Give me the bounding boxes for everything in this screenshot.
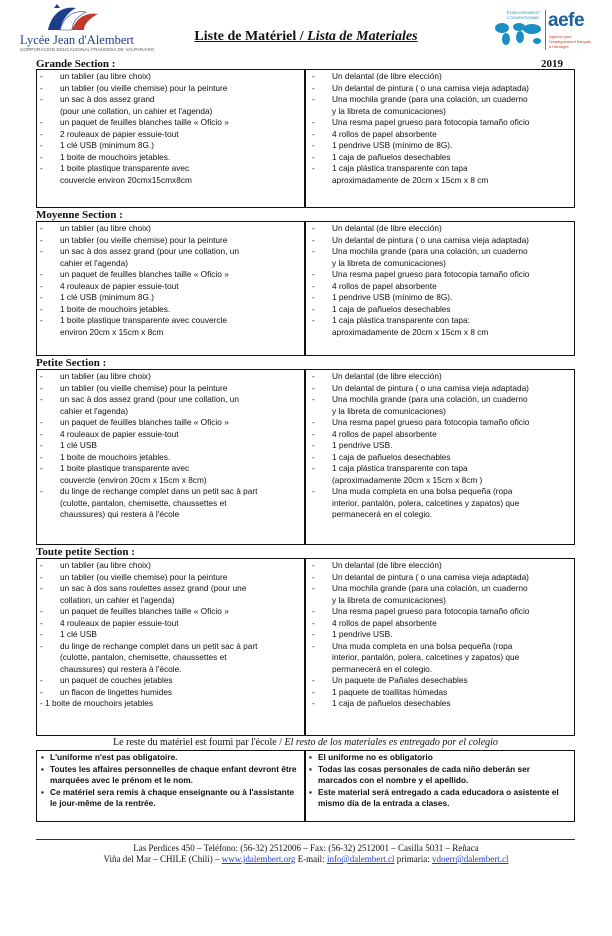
- item-text: Un delantal de pintura ( o una camisa vieja adaptada): [332, 234, 529, 245]
- list-item: [312, 371, 574, 383]
- dash-bullet: -: [312, 394, 315, 404]
- list-item: [40, 687, 302, 699]
- note-item: [309, 752, 571, 764]
- item-text: 4 rollos de papel absorbente: [332, 617, 437, 628]
- dash-bullet: -: [40, 394, 43, 404]
- item-text: 1 caja plástica transparente con tapa aproximadamente de 20cm x 15cm x 8 cm: [332, 163, 489, 185]
- dash-bullet: -: [312, 560, 315, 570]
- footer-city: Viña del Mar – CHILE (Chili) –: [103, 854, 222, 864]
- dash-bullet: -: [312, 223, 315, 233]
- item-text: un sac à dos assez grand (pour une collation, un cahier et l'agenda): [60, 394, 239, 416]
- item-text: 1 boite de mouchoirs jetables.: [60, 151, 171, 162]
- dash-bullet: -: [40, 606, 43, 616]
- list-item: [312, 292, 574, 304]
- dash-bullet: -: [312, 440, 315, 450]
- list-item: [312, 129, 574, 141]
- item-text: un tablier (au libre choix): [60, 71, 151, 81]
- column-divider: [304, 222, 306, 355]
- dash-bullet: -: [40, 269, 43, 279]
- list-fr: [40, 560, 302, 710]
- list-es: [312, 71, 574, 186]
- list-item: [312, 152, 574, 164]
- lycee-logo: [20, 2, 155, 54]
- dash-bullet: -: [312, 617, 315, 628]
- notes-es: [309, 752, 571, 810]
- item-text: Una muda completa en una bolsa pequeña (ropa interior, pantalón, polera, calcetines y zapatos) que permanecerá en el colegio.: [332, 486, 520, 519]
- footer-rule: [36, 839, 575, 840]
- dash-bullet: -: [312, 428, 315, 439]
- list-item: [40, 486, 302, 521]
- section-title-moyenne: Moyenne Section :: [36, 209, 123, 221]
- list-item: [312, 246, 574, 269]
- list-item: [40, 440, 302, 452]
- item-text: Un delantal de pintura ( o una camisa vieja adaptada): [332, 382, 529, 393]
- item-text: 1 boite plastique transparente avec couvercle (environ 20cm x 15cm x 8cm): [60, 463, 207, 485]
- dash-bullet: -: [312, 140, 315, 150]
- item-text: un tablier (au libre choix): [60, 371, 151, 381]
- dash-bullet: -: [312, 606, 315, 616]
- list-item: [312, 452, 574, 464]
- item-text: Un delantal de pintura ( o una camisa vieja adaptada): [332, 82, 529, 93]
- item-text: un sac à dos assez grand (pour une collation, un cahier et l'agenda): [60, 94, 213, 116]
- list-item: [40, 429, 302, 441]
- website-link[interactable]: www.jdalembert.org: [221, 854, 296, 864]
- dash-bullet: -: [312, 71, 315, 81]
- dash-bullet: -: [312, 698, 315, 708]
- reste-es: El resto de los materiales es entregado por el colegio: [284, 737, 498, 748]
- item-text: 2 rouleaux de papier essuie-tout: [60, 128, 179, 139]
- email-link[interactable]: info@dalembert.cl: [326, 854, 395, 864]
- list-item: [40, 71, 302, 83]
- dash-bullet: -: [40, 163, 43, 173]
- item-text: Una resma papel grueso para fotocopia tamaño oficio: [332, 117, 530, 127]
- section-title-petite: Petite Section :: [36, 357, 107, 369]
- section-box-petite: [36, 369, 575, 545]
- section-box-moyenne: [36, 221, 575, 356]
- section-title-toute-petite: Toute petite Section :: [36, 546, 135, 558]
- dash-bullet: -: [312, 128, 315, 139]
- column-divider: [304, 751, 306, 821]
- primaria-email-link[interactable]: vdoerr@dalembert.cl: [431, 854, 509, 864]
- dash-bullet: -: [40, 617, 43, 628]
- note-item: [41, 752, 299, 764]
- dash-bullet: -: [40, 246, 43, 256]
- dash-bullet: -: [40, 428, 43, 439]
- item-text: Un delantal (de libre elección): [332, 223, 442, 233]
- item-text: un paquet de couches jetables: [60, 675, 173, 685]
- item-text: Una mochila grande (para una colación, un cuaderno y la libreta de comunicaciones): [332, 583, 528, 605]
- list-item: [40, 583, 302, 606]
- list-item: [40, 304, 302, 316]
- item-text: un sac à dos sans roulettes assez grand (pour une collation, un cahier et l'agenda): [60, 583, 247, 605]
- dash-bullet: -: [40, 571, 43, 582]
- item-text: un paquet de feuilles blanches taille « Oficio »: [60, 606, 229, 616]
- list-item: [40, 140, 302, 152]
- item-text: 1 caja de pañuelos desechables: [332, 698, 451, 708]
- item-text: Un delantal (de libre elección): [332, 371, 442, 381]
- item-text: 4 rouleaux de papier essuie-tout: [60, 428, 179, 439]
- item-text: 1 pendrive USB (mínimo de 8G).: [332, 140, 453, 150]
- list-item: [312, 304, 574, 316]
- item-text: 1 boite de mouchoirs jetables.: [60, 303, 171, 314]
- item-text: 1 caja plástica transparente con tapa: aproximadamente de 20cm x 15cm x 8 cm: [332, 315, 489, 337]
- item-text: Un delantal (de libre elección): [332, 560, 442, 570]
- dash-bullet: -: [40, 451, 43, 462]
- list-es: [312, 223, 574, 338]
- list-item: [312, 641, 574, 676]
- dash-bullet: -: [40, 371, 43, 381]
- note-text: Este material será entregado a cada educadora o asistente el mismo día de la entrada a clases.: [318, 786, 559, 808]
- list-item: [40, 641, 302, 676]
- note-text: Toutes les affaires personnelles de chaque enfant devront être marquées avec le prénom et le nom.: [50, 763, 297, 785]
- list-item: [40, 371, 302, 383]
- item-text: Una resma papel grueso para fotocopia tamaño oficio: [332, 269, 530, 279]
- dash-bullet: -: [312, 163, 315, 173]
- item-text: 1 boite de mouchoirs jetables.: [60, 451, 171, 462]
- title-es: Lista de Materiales: [307, 29, 418, 44]
- list-item: [40, 83, 302, 95]
- list-item: [40, 618, 302, 630]
- dash-bullet: -: [40, 82, 43, 93]
- list-item: [312, 140, 574, 152]
- aefe-logo: [492, 4, 602, 56]
- reste-line: [36, 737, 575, 748]
- list-item: [40, 452, 302, 464]
- list-item: [312, 235, 574, 247]
- notes-box: [36, 750, 575, 822]
- dash-bullet: -: [312, 280, 315, 291]
- footer-contact: [0, 854, 612, 865]
- dash-bullet: -: [312, 246, 315, 256]
- list-item: [312, 223, 574, 235]
- item-text: 1 clé USB (minimum 8G.): [60, 292, 155, 302]
- dash-bullet: -: [40, 303, 43, 314]
- list-es: [312, 371, 574, 521]
- dash-bullet: -: [312, 486, 315, 496]
- list-item: [40, 417, 302, 429]
- list-item: [40, 129, 302, 141]
- list-item: [312, 572, 574, 584]
- dash-bullet: -: [312, 640, 315, 651]
- item-text: Una resma papel grueso para fotocopia tamaño oficio: [332, 606, 530, 616]
- item-text: Una mochila grande (para una colación, un cuaderno y la libreta de comunicaciones): [332, 246, 528, 268]
- dash-bullet: -: [40, 486, 43, 496]
- list-item: [312, 629, 574, 641]
- list-item: [40, 606, 302, 618]
- dash-bullet: -: [40, 675, 43, 685]
- list-item: [40, 117, 302, 129]
- item-text: Una mochila grande (para una colación, un cuaderno y la libreta de comunicaciones): [332, 94, 528, 116]
- item-text: un tablier (au libre choix): [60, 223, 151, 233]
- item-text: un sac à dos assez grand (pour une collation, un cahier et l'agenda): [60, 246, 239, 268]
- item-text: 1 pendrive USB (mínimo de 8G).: [332, 292, 453, 302]
- dash-bullet: -: [40, 280, 43, 291]
- list-item: [40, 560, 302, 572]
- dash-bullet: -: [312, 583, 315, 593]
- footer-primaria-label: primaria:: [394, 854, 432, 864]
- dash-bullet: -: [312, 629, 315, 639]
- item-text: 1 boite plastique transparente avec couvercle environ 20cmx15cmx8cm: [60, 163, 192, 185]
- bullet-icon: ▪: [309, 752, 312, 762]
- item-text: 4 rollos de papel absorbente: [332, 128, 437, 139]
- dash-bullet: -: [40, 151, 43, 162]
- aefe-etablissement: ÉTABLISSEMENT CONVENTIONNÉ: [506, 10, 540, 20]
- dash-bullet: -: [40, 560, 43, 570]
- list-item: [312, 675, 574, 687]
- page-footer: [0, 843, 612, 865]
- dash-bullet: -: [312, 151, 315, 162]
- dash-bullet: -: [40, 640, 43, 651]
- list-item: [312, 698, 574, 710]
- item-text: 1 boite plastique transparente avec couvercle environ 20cm x 15cm x 8cm: [60, 315, 227, 337]
- bullet-icon: ▪: [41, 752, 44, 762]
- item-text: du linge de rechange complet dans un petit sac à part (culotte, pantalon, chemisette, chaussettes et chaussures) qui restera à l'école.: [60, 640, 258, 674]
- dash-bullet: -: [312, 269, 315, 279]
- list-item: [312, 429, 574, 441]
- item-text: un paquet de feuilles blanches taille « Oficio »: [60, 269, 229, 279]
- item-text: - 1 boite de mouchoirs jetables: [40, 698, 153, 708]
- school-subtitle: CORPORACIÓN EDUCACIONAL FRANCESA DE VALPARAÍSO: [20, 47, 155, 52]
- note-text: El uniforme no es obligatorio: [318, 752, 433, 762]
- list-item: [40, 94, 302, 117]
- list-item: [40, 235, 302, 247]
- dash-bullet: -: [40, 382, 43, 393]
- dash-bullet: -: [40, 223, 43, 233]
- column-divider: [304, 370, 306, 544]
- aefe-divider: [545, 10, 546, 50]
- list-item: [40, 292, 302, 304]
- note-text: L'uniforme n'est pas obligatoire.: [50, 752, 178, 762]
- item-text: Un paquete de Pañales desechables: [332, 675, 468, 685]
- item-text: 1 clé USB: [60, 440, 97, 450]
- list-item: [312, 606, 574, 618]
- list-item: [312, 281, 574, 293]
- dash-bullet: -: [40, 292, 43, 302]
- footer-email-label: E-mail:: [295, 854, 327, 864]
- bullet-icon: ▪: [41, 763, 44, 774]
- list-item: [312, 687, 574, 699]
- dash-bullet: -: [40, 583, 43, 593]
- note-text: Ce matériel sera remis à chaque enseignante ou à l'assistante le jour-même de la rentrée.: [50, 786, 295, 808]
- item-text: 4 rouleaux de papier essuie-tout: [60, 617, 179, 628]
- notes-fr: [41, 752, 299, 810]
- list-item: [40, 152, 302, 164]
- list-item: [40, 281, 302, 293]
- dash-bullet: -: [312, 463, 315, 473]
- page-header: [0, 0, 612, 58]
- dash-bullet: -: [312, 82, 315, 93]
- bullet-icon: ▪: [309, 786, 312, 797]
- note-item: [309, 787, 571, 810]
- column-divider: [304, 70, 306, 207]
- list-item: [40, 394, 302, 417]
- dash-bullet: -: [40, 417, 43, 427]
- list-item: [312, 269, 574, 281]
- dash-bullet: -: [312, 94, 315, 104]
- item-text: 1 pendrive USB.: [332, 629, 393, 639]
- dash-bullet: -: [312, 417, 315, 427]
- dash-bullet: -: [40, 117, 43, 127]
- item-text: un paquet de feuilles blanches taille « Oficio »: [60, 417, 229, 427]
- dash-bullet: -: [312, 117, 315, 127]
- list-item: [312, 417, 574, 429]
- list-item: [312, 618, 574, 630]
- list-item: [40, 223, 302, 235]
- list-item: [312, 383, 574, 395]
- item-text: 1 clé USB (minimum 8G.): [60, 140, 155, 150]
- dash-bullet: -: [40, 234, 43, 245]
- list-item: [312, 71, 574, 83]
- list-item: [312, 94, 574, 117]
- item-text: du linge de rechange complet dans un petit sac à part (culotte, pantalon, chemisette, chaussettes et chaussures) qui restera à l'école: [60, 486, 258, 519]
- column-divider: [304, 559, 306, 735]
- bullet-icon: ▪: [309, 763, 312, 774]
- list-item: [312, 440, 574, 452]
- item-text: Un delantal (de libre elección): [332, 71, 442, 81]
- list-item: [40, 698, 302, 710]
- list-item: [40, 315, 302, 338]
- reste-fr: Le reste du matériel est fourni par l'école: [113, 737, 277, 748]
- list-item: [40, 163, 302, 186]
- dash-bullet: -: [312, 315, 315, 325]
- list-fr: [40, 371, 302, 521]
- item-text: 4 rollos de papel absorbente: [332, 428, 437, 439]
- aefe-wordmark: aefe: [548, 10, 585, 31]
- list-item: [312, 394, 574, 417]
- dash-bullet: -: [312, 292, 315, 302]
- list-fr: [40, 223, 302, 338]
- list-item: [312, 117, 574, 129]
- note-item: [309, 764, 571, 787]
- dash-bullet: -: [40, 440, 43, 450]
- dash-bullet: -: [312, 382, 315, 393]
- list-item: [40, 383, 302, 395]
- item-text: un tablier (ou vieille chemise) pour la peinture: [60, 571, 228, 582]
- item-text: 1 clé USB: [60, 629, 97, 639]
- dash-bullet: -: [312, 571, 315, 582]
- dash-bullet: -: [40, 128, 43, 139]
- footer-address: Las Perdices 450 – Teléfono: (56-32) 2512006 – Fax: (56-32) 2512001 – Casilla 5031 – Reñaca: [133, 843, 479, 853]
- item-text: Un delantal de pintura ( o una camisa vieja adaptada): [332, 571, 529, 582]
- item-text: 1 caja de pañuelos desechables: [332, 451, 451, 462]
- list-item: [40, 572, 302, 584]
- item-text: 1 caja plástica transparente con tapa (aproximadamente 20cm x 15cm x 8cm ): [332, 463, 483, 485]
- year: 2019: [541, 58, 563, 70]
- item-text: 4 rollos de papel absorbente: [332, 280, 437, 291]
- list-item: [312, 486, 574, 521]
- item-text: Una resma papel grueso para fotocopia tamaño oficio: [332, 417, 530, 427]
- item-text: Una muda completa en una bolsa pequeña (ropa interior, pantalón, polera, calcetines y zapatos) que permanecerá en el colegio.: [332, 640, 520, 674]
- list-item: [312, 163, 574, 186]
- list-fr: [40, 71, 302, 186]
- list-item: [312, 83, 574, 95]
- list-item: [312, 583, 574, 606]
- item-text: Una mochila grande (para una colación, un cuaderno y la libreta de comunicaciones): [332, 394, 528, 416]
- list-item: [40, 269, 302, 281]
- item-text: un tablier (ou vieille chemise) pour la peinture: [60, 234, 228, 245]
- dash-bullet: -: [40, 629, 43, 639]
- item-text: un flacon de lingettes humides: [60, 686, 173, 697]
- dash-bullet: -: [40, 315, 43, 325]
- list-item: [312, 560, 574, 572]
- item-text: un tablier (au libre choix): [60, 560, 151, 570]
- dash-bullet: -: [40, 463, 43, 473]
- dash-bullet: -: [312, 371, 315, 381]
- item-text: un paquet de feuilles blanches taille « Oficio »: [60, 117, 229, 127]
- dash-bullet: -: [40, 686, 43, 697]
- dash-bullet: -: [312, 451, 315, 462]
- dash-bullet: -: [312, 686, 315, 697]
- list-item: [40, 675, 302, 687]
- title-fr: Liste de Matériel: [194, 29, 297, 44]
- item-text: un tablier (ou vieille chemise) pour la peinture: [60, 82, 228, 93]
- list-es: [312, 560, 574, 710]
- section-box-toute-petite: [36, 558, 575, 736]
- reste-separator: /: [276, 737, 285, 748]
- aefe-agence: Agence pour l'enseignement français à l'étranger: [549, 34, 591, 49]
- bullet-icon: ▪: [41, 786, 44, 797]
- title-separator: /: [296, 29, 308, 44]
- list-item: [40, 629, 302, 641]
- dash-bullet: -: [312, 234, 315, 245]
- list-item: [40, 463, 302, 486]
- note-item: [41, 787, 299, 810]
- dash-bullet: -: [312, 303, 315, 314]
- item-text: 1 paquete de toallitas húmedas: [332, 686, 448, 697]
- list-item: [312, 315, 574, 338]
- list-item: [312, 463, 574, 486]
- note-item: [41, 764, 299, 787]
- world-map-icon: [492, 18, 544, 48]
- section-box-grande: [36, 69, 575, 208]
- item-text: un tablier (ou vieille chemise) pour la peinture: [60, 382, 228, 393]
- section-title-grande: Grande Section :: [36, 58, 116, 70]
- dash-bullet: -: [312, 675, 315, 685]
- dash-bullet: -: [40, 71, 43, 81]
- item-text: 1 caja de pañuelos desechables: [332, 303, 451, 314]
- dash-bullet: -: [40, 94, 43, 104]
- item-text: 4 rouleaux de papier essuie-tout: [60, 280, 179, 291]
- item-text: 1 caja de pañuelos desechables: [332, 151, 451, 162]
- note-text: Todas las cosas personales de cada niño deberán ser marcados con el nombre y el apellido.: [318, 763, 530, 785]
- item-text: 1 pendrive USB.: [332, 440, 393, 450]
- school-name: Lycée Jean d'Alembert: [20, 33, 135, 47]
- dash-bullet: -: [40, 140, 43, 150]
- list-item: [40, 246, 302, 269]
